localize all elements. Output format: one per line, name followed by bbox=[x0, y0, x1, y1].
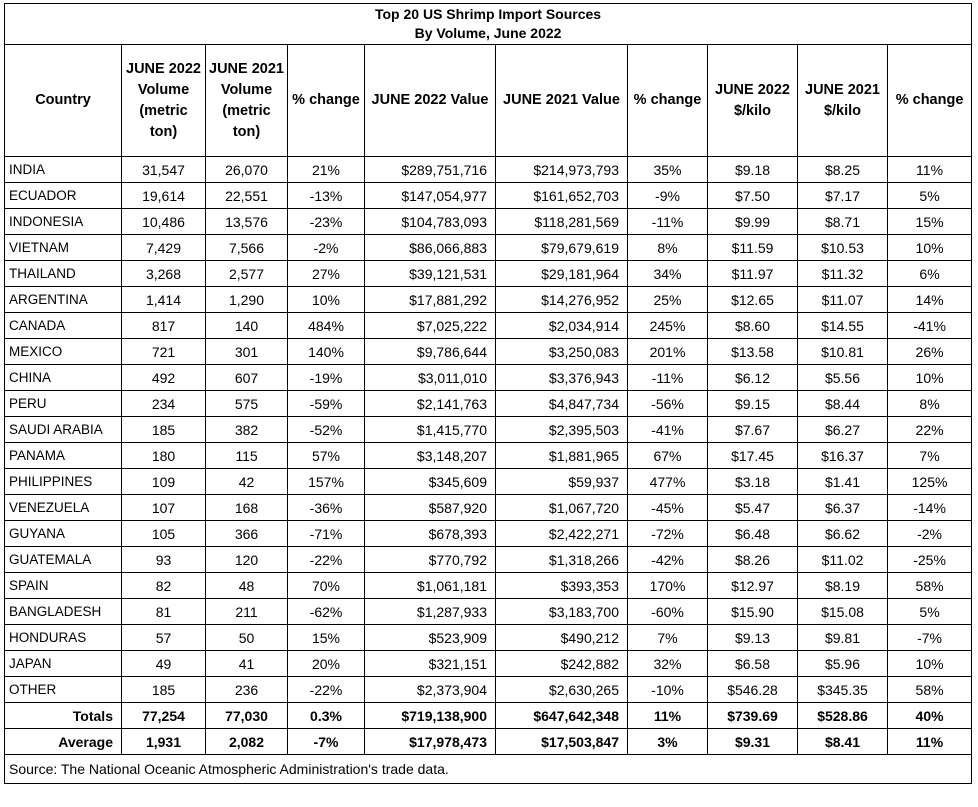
value-cell: $321,151 bbox=[365, 651, 496, 677]
value-cell: $1.41 bbox=[798, 469, 888, 495]
value-cell: $12.65 bbox=[708, 287, 798, 313]
value-cell: $9,786,644 bbox=[365, 339, 496, 365]
value-cell: 10% bbox=[288, 287, 365, 313]
table-row bbox=[5, 391, 972, 417]
value-cell: $6.58 bbox=[708, 651, 798, 677]
value-cell: -72% bbox=[628, 521, 708, 547]
value-cell: 8% bbox=[628, 235, 708, 261]
value-cell: 13,576 bbox=[206, 209, 288, 235]
value-cell: 15% bbox=[288, 625, 365, 651]
average-cell: 11% bbox=[888, 729, 972, 755]
value-cell: $39,121,531 bbox=[365, 261, 496, 287]
value-cell: 170% bbox=[628, 573, 708, 599]
value-cell: 5% bbox=[888, 183, 972, 209]
value-cell: -45% bbox=[628, 495, 708, 521]
value-cell: 115 bbox=[206, 443, 288, 469]
value-cell: $118,281,569 bbox=[496, 209, 628, 235]
totals-cell: 40% bbox=[888, 703, 972, 729]
value-cell: 105 bbox=[122, 521, 206, 547]
value-cell: 157% bbox=[288, 469, 365, 495]
table-row bbox=[5, 261, 972, 287]
value-cell: 366 bbox=[206, 521, 288, 547]
value-cell: $9.99 bbox=[708, 209, 798, 235]
value-cell: 120 bbox=[206, 547, 288, 573]
value-cell: 11% bbox=[888, 157, 972, 183]
value-cell: $2,422,271 bbox=[496, 521, 628, 547]
totals-cell: $739.69 bbox=[708, 703, 798, 729]
value-cell: -41% bbox=[888, 313, 972, 339]
value-cell: 21% bbox=[288, 157, 365, 183]
value-cell: 34% bbox=[628, 261, 708, 287]
value-cell: $11.32 bbox=[798, 261, 888, 287]
column-header: % change bbox=[628, 45, 708, 157]
table-row bbox=[5, 469, 972, 495]
value-cell: 817 bbox=[122, 313, 206, 339]
value-cell: 5% bbox=[888, 599, 972, 625]
value-cell: 211 bbox=[206, 599, 288, 625]
value-cell: 8% bbox=[888, 391, 972, 417]
table-row bbox=[5, 417, 972, 443]
value-cell: 10% bbox=[888, 365, 972, 391]
table-row bbox=[5, 183, 972, 209]
table-row bbox=[5, 443, 972, 469]
column-header: JUNE 2021 Volume (metric ton) bbox=[206, 45, 288, 157]
value-cell: $8.44 bbox=[798, 391, 888, 417]
value-cell: 492 bbox=[122, 365, 206, 391]
value-cell: $678,393 bbox=[365, 521, 496, 547]
value-cell: 477% bbox=[628, 469, 708, 495]
value-cell: -42% bbox=[628, 547, 708, 573]
value-cell: $11.97 bbox=[708, 261, 798, 287]
value-cell: -41% bbox=[628, 417, 708, 443]
table-row bbox=[5, 599, 972, 625]
table-row bbox=[5, 495, 972, 521]
value-cell: $10.81 bbox=[798, 339, 888, 365]
value-cell: 22,551 bbox=[206, 183, 288, 209]
table-row bbox=[5, 339, 972, 365]
value-cell: $104,783,093 bbox=[365, 209, 496, 235]
value-cell: 607 bbox=[206, 365, 288, 391]
value-cell: $3,011,010 bbox=[365, 365, 496, 391]
value-cell: $9.18 bbox=[708, 157, 798, 183]
value-cell: $5.47 bbox=[708, 495, 798, 521]
value-cell: -59% bbox=[288, 391, 365, 417]
header-row bbox=[5, 45, 972, 157]
table-row bbox=[5, 287, 972, 313]
value-cell: $11.07 bbox=[798, 287, 888, 313]
country-cell: JAPAN bbox=[5, 651, 122, 677]
value-cell: 26,070 bbox=[206, 157, 288, 183]
table-row bbox=[5, 521, 972, 547]
value-cell: 125% bbox=[888, 469, 972, 495]
country-cell: THAILAND bbox=[5, 261, 122, 287]
value-cell: 301 bbox=[206, 339, 288, 365]
value-cell: $7.50 bbox=[708, 183, 798, 209]
country-cell: VENEZUELA bbox=[5, 495, 122, 521]
value-cell: $14.55 bbox=[798, 313, 888, 339]
value-cell: -10% bbox=[628, 677, 708, 703]
totals-cell: 0.3% bbox=[288, 703, 365, 729]
country-cell: VIETNAM bbox=[5, 235, 122, 261]
country-cell: ARGENTINA bbox=[5, 287, 122, 313]
value-cell: $393,353 bbox=[496, 573, 628, 599]
value-cell: 58% bbox=[888, 677, 972, 703]
value-cell: $6.62 bbox=[798, 521, 888, 547]
value-cell: $15.08 bbox=[798, 599, 888, 625]
table-row bbox=[5, 157, 972, 183]
totals-cell: 77,254 bbox=[122, 703, 206, 729]
value-cell: $16.37 bbox=[798, 443, 888, 469]
value-cell: $8.25 bbox=[798, 157, 888, 183]
value-cell: $6.12 bbox=[708, 365, 798, 391]
value-cell: 7,429 bbox=[122, 235, 206, 261]
column-header: JUNE 2022 Value bbox=[365, 45, 496, 157]
value-cell: $147,054,977 bbox=[365, 183, 496, 209]
value-cell: $214,973,793 bbox=[496, 157, 628, 183]
value-cell: -22% bbox=[288, 677, 365, 703]
value-cell: 7% bbox=[888, 443, 972, 469]
country-cell: PERU bbox=[5, 391, 122, 417]
value-cell: 15% bbox=[888, 209, 972, 235]
value-cell: 484% bbox=[288, 313, 365, 339]
value-cell: $546.28 bbox=[708, 677, 798, 703]
country-cell: CANADA bbox=[5, 313, 122, 339]
value-cell: $1,067,720 bbox=[496, 495, 628, 521]
value-cell: -11% bbox=[628, 209, 708, 235]
value-cell: -25% bbox=[888, 547, 972, 573]
totals-cell: $647,642,348 bbox=[496, 703, 628, 729]
table-row bbox=[5, 625, 972, 651]
average-label: Average bbox=[5, 729, 122, 755]
value-cell: 58% bbox=[888, 573, 972, 599]
value-cell: $8.26 bbox=[708, 547, 798, 573]
value-cell: $2,630,265 bbox=[496, 677, 628, 703]
totals-row bbox=[5, 703, 972, 729]
value-cell: $1,318,266 bbox=[496, 547, 628, 573]
table-body bbox=[5, 157, 972, 703]
table-row bbox=[5, 547, 972, 573]
value-cell: 42 bbox=[206, 469, 288, 495]
value-cell: 26% bbox=[888, 339, 972, 365]
value-cell: 185 bbox=[122, 417, 206, 443]
value-cell: $587,920 bbox=[365, 495, 496, 521]
value-cell: 7,566 bbox=[206, 235, 288, 261]
value-cell: $14,276,952 bbox=[496, 287, 628, 313]
value-cell: 81 bbox=[122, 599, 206, 625]
value-cell: $3,376,943 bbox=[496, 365, 628, 391]
value-cell: 82 bbox=[122, 573, 206, 599]
title-line-1: Top 20 US Shrimp Import Sources bbox=[374, 6, 602, 22]
country-cell: GUYANA bbox=[5, 521, 122, 547]
value-cell: 3,268 bbox=[122, 261, 206, 287]
value-cell: $59,937 bbox=[496, 469, 628, 495]
totals-cell: 11% bbox=[628, 703, 708, 729]
value-cell: 382 bbox=[206, 417, 288, 443]
value-cell: -56% bbox=[628, 391, 708, 417]
value-cell: $1,415,770 bbox=[365, 417, 496, 443]
average-cell: $17,503,847 bbox=[496, 729, 628, 755]
value-cell: $2,373,904 bbox=[365, 677, 496, 703]
value-cell: $1,061,181 bbox=[365, 573, 496, 599]
title-line-2: By Volume, June 2022 bbox=[414, 25, 562, 41]
value-cell: -71% bbox=[288, 521, 365, 547]
value-cell: 7% bbox=[628, 625, 708, 651]
value-cell: $8.19 bbox=[798, 573, 888, 599]
value-cell: -19% bbox=[288, 365, 365, 391]
value-cell: 19,614 bbox=[122, 183, 206, 209]
value-cell: $161,652,703 bbox=[496, 183, 628, 209]
country-cell: CHINA bbox=[5, 365, 122, 391]
table-row bbox=[5, 573, 972, 599]
value-cell: -52% bbox=[288, 417, 365, 443]
value-cell: 48 bbox=[206, 573, 288, 599]
value-cell: 50 bbox=[206, 625, 288, 651]
value-cell: -14% bbox=[888, 495, 972, 521]
value-cell: -23% bbox=[288, 209, 365, 235]
value-cell: $12.97 bbox=[708, 573, 798, 599]
value-cell: $5.56 bbox=[798, 365, 888, 391]
average-row bbox=[5, 729, 972, 755]
value-cell: 140% bbox=[288, 339, 365, 365]
column-header: JUNE 2022 Volume (metric ton) bbox=[122, 45, 206, 157]
value-cell: 236 bbox=[206, 677, 288, 703]
table-row bbox=[5, 209, 972, 235]
value-cell: 2,577 bbox=[206, 261, 288, 287]
country-cell: HONDURAS bbox=[5, 625, 122, 651]
value-cell: 57% bbox=[288, 443, 365, 469]
value-cell: 32% bbox=[628, 651, 708, 677]
value-cell: 234 bbox=[122, 391, 206, 417]
value-cell: $11.59 bbox=[708, 235, 798, 261]
country-cell: PANAMA bbox=[5, 443, 122, 469]
country-cell: OTHER bbox=[5, 677, 122, 703]
value-cell: $17,881,292 bbox=[365, 287, 496, 313]
value-cell: $6.27 bbox=[798, 417, 888, 443]
value-cell: 1,414 bbox=[122, 287, 206, 313]
average-cell: $8.41 bbox=[798, 729, 888, 755]
value-cell: $7,025,222 bbox=[365, 313, 496, 339]
value-cell: -9% bbox=[628, 183, 708, 209]
value-cell: $11.02 bbox=[798, 547, 888, 573]
value-cell: 10,486 bbox=[122, 209, 206, 235]
value-cell: 185 bbox=[122, 677, 206, 703]
value-cell: $15.90 bbox=[708, 599, 798, 625]
country-cell: MEXICO bbox=[5, 339, 122, 365]
country-cell: INDONESIA bbox=[5, 209, 122, 235]
country-cell: SAUDI ARABIA bbox=[5, 417, 122, 443]
value-cell: $10.53 bbox=[798, 235, 888, 261]
value-cell: 27% bbox=[288, 261, 365, 287]
value-cell: $242,882 bbox=[496, 651, 628, 677]
value-cell: $345,609 bbox=[365, 469, 496, 495]
value-cell: $289,751,716 bbox=[365, 157, 496, 183]
value-cell: -2% bbox=[888, 521, 972, 547]
value-cell: $8.60 bbox=[708, 313, 798, 339]
average-cell: -7% bbox=[288, 729, 365, 755]
table-title bbox=[5, 4, 972, 45]
value-cell: 49 bbox=[122, 651, 206, 677]
value-cell: -22% bbox=[288, 547, 365, 573]
value-cell: 109 bbox=[122, 469, 206, 495]
column-header: JUNE 2021 $/kilo bbox=[798, 45, 888, 157]
country-cell: ECUADOR bbox=[5, 183, 122, 209]
value-cell: $7.67 bbox=[708, 417, 798, 443]
value-cell: 10% bbox=[888, 235, 972, 261]
value-cell: $13.58 bbox=[708, 339, 798, 365]
source-note: Source: The National Oceanic Atmospheric Administration's trade data. bbox=[5, 755, 972, 784]
table-row bbox=[5, 235, 972, 261]
value-cell: 70% bbox=[288, 573, 365, 599]
average-cell: $9.31 bbox=[708, 729, 798, 755]
value-cell: 10% bbox=[888, 651, 972, 677]
value-cell: 180 bbox=[122, 443, 206, 469]
table-row bbox=[5, 651, 972, 677]
totals-cell: $528.86 bbox=[798, 703, 888, 729]
value-cell: 201% bbox=[628, 339, 708, 365]
value-cell: $9.81 bbox=[798, 625, 888, 651]
value-cell: $490,212 bbox=[496, 625, 628, 651]
country-cell: PHILIPPINES bbox=[5, 469, 122, 495]
country-cell: BANGLADESH bbox=[5, 599, 122, 625]
table-row bbox=[5, 677, 972, 703]
value-cell: $9.15 bbox=[708, 391, 798, 417]
value-cell: 35% bbox=[628, 157, 708, 183]
value-cell: -60% bbox=[628, 599, 708, 625]
value-cell: $2,395,503 bbox=[496, 417, 628, 443]
value-cell: $3,183,700 bbox=[496, 599, 628, 625]
value-cell: 25% bbox=[628, 287, 708, 313]
value-cell: 168 bbox=[206, 495, 288, 521]
average-cell: 1,931 bbox=[122, 729, 206, 755]
value-cell: 721 bbox=[122, 339, 206, 365]
column-header: JUNE 2022 $/kilo bbox=[708, 45, 798, 157]
value-cell: $523,909 bbox=[365, 625, 496, 651]
value-cell: -7% bbox=[888, 625, 972, 651]
table-row bbox=[5, 365, 972, 391]
value-cell: $79,679,619 bbox=[496, 235, 628, 261]
value-cell: $29,181,964 bbox=[496, 261, 628, 287]
value-cell: 107 bbox=[122, 495, 206, 521]
totals-cell: $719,138,900 bbox=[365, 703, 496, 729]
value-cell: $8.71 bbox=[798, 209, 888, 235]
value-cell: 6% bbox=[888, 261, 972, 287]
value-cell: $2,034,914 bbox=[496, 313, 628, 339]
value-cell: $6.48 bbox=[708, 521, 798, 547]
totals-label: Totals bbox=[5, 703, 122, 729]
value-cell: 22% bbox=[888, 417, 972, 443]
value-cell: 93 bbox=[122, 547, 206, 573]
value-cell: $345.35 bbox=[798, 677, 888, 703]
value-cell: $4,847,734 bbox=[496, 391, 628, 417]
value-cell: $5.96 bbox=[798, 651, 888, 677]
value-cell: -11% bbox=[628, 365, 708, 391]
value-cell: $1,287,933 bbox=[365, 599, 496, 625]
value-cell: -2% bbox=[288, 235, 365, 261]
value-cell: -62% bbox=[288, 599, 365, 625]
value-cell: $3,148,207 bbox=[365, 443, 496, 469]
value-cell: $7.17 bbox=[798, 183, 888, 209]
country-cell: GUATEMALA bbox=[5, 547, 122, 573]
value-cell: $6.37 bbox=[798, 495, 888, 521]
average-cell: $17,978,473 bbox=[365, 729, 496, 755]
value-cell: 67% bbox=[628, 443, 708, 469]
average-cell: 2,082 bbox=[206, 729, 288, 755]
value-cell: -36% bbox=[288, 495, 365, 521]
value-cell: 14% bbox=[888, 287, 972, 313]
value-cell: 31,547 bbox=[122, 157, 206, 183]
value-cell: $86,066,883 bbox=[365, 235, 496, 261]
value-cell: 140 bbox=[206, 313, 288, 339]
value-cell: 575 bbox=[206, 391, 288, 417]
column-header: % change bbox=[288, 45, 365, 157]
country-cell: SPAIN bbox=[5, 573, 122, 599]
totals-cell: 77,030 bbox=[206, 703, 288, 729]
value-cell: $770,792 bbox=[365, 547, 496, 573]
value-cell: $3,250,083 bbox=[496, 339, 628, 365]
value-cell: $9.13 bbox=[708, 625, 798, 651]
value-cell: 41 bbox=[206, 651, 288, 677]
value-cell: $3.18 bbox=[708, 469, 798, 495]
column-header: JUNE 2021 Value bbox=[496, 45, 628, 157]
column-header: % change bbox=[888, 45, 972, 157]
value-cell: $2,141,763 bbox=[365, 391, 496, 417]
value-cell: 20% bbox=[288, 651, 365, 677]
average-cell: 3% bbox=[628, 729, 708, 755]
column-header: Country bbox=[5, 45, 122, 157]
table-row bbox=[5, 313, 972, 339]
value-cell: -13% bbox=[288, 183, 365, 209]
value-cell: 57 bbox=[122, 625, 206, 651]
value-cell: 245% bbox=[628, 313, 708, 339]
shrimp-import-table bbox=[4, 3, 972, 784]
value-cell: 1,290 bbox=[206, 287, 288, 313]
value-cell: $1,881,965 bbox=[496, 443, 628, 469]
value-cell: $17.45 bbox=[708, 443, 798, 469]
country-cell: INDIA bbox=[5, 157, 122, 183]
